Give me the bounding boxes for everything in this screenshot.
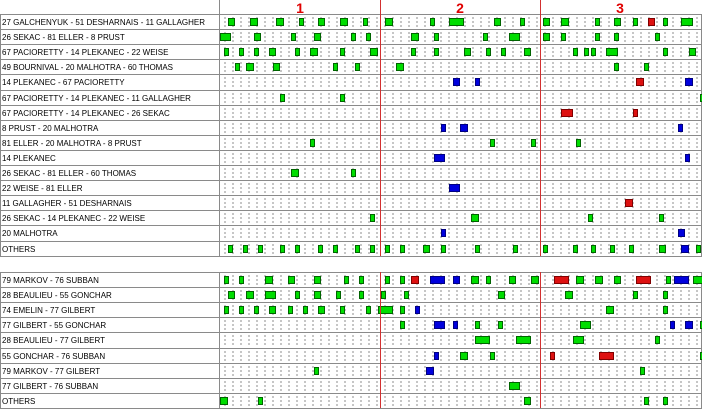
- power-play-shift: [678, 124, 683, 132]
- power-play-shift: [674, 276, 689, 284]
- even-strength-shift: [423, 245, 431, 253]
- forward-line-row-grid: [220, 76, 700, 88]
- even-strength-shift: [235, 63, 240, 71]
- even-strength-shift: [561, 33, 566, 41]
- even-strength-shift: [295, 48, 300, 56]
- even-strength-shift: [565, 291, 573, 299]
- power-play-shift: [678, 229, 686, 237]
- even-strength-shift: [250, 18, 258, 26]
- forward-line-row-divider: [0, 74, 702, 75]
- even-strength-shift: [224, 48, 229, 56]
- penalty-kill-shift: [550, 352, 555, 360]
- penalty-kill-shift: [411, 276, 419, 284]
- even-strength-shift: [595, 33, 600, 41]
- forward-line-row-grid: [220, 182, 700, 194]
- header-label-separator: [219, 0, 220, 15]
- even-strength-shift: [430, 18, 435, 26]
- forward-line-row-label: OTHERS: [2, 245, 36, 254]
- even-strength-shift: [276, 18, 284, 26]
- power-play-shift: [430, 276, 445, 284]
- even-strength-shift: [269, 48, 277, 56]
- power-play-shift: [453, 78, 461, 86]
- even-strength-shift: [584, 48, 589, 56]
- even-strength-shift: [310, 139, 315, 147]
- power-play-shift: [685, 321, 693, 329]
- period-2-divider: [540, 272, 541, 408]
- even-strength-shift: [588, 214, 593, 222]
- forward-line-row-divider: [0, 195, 702, 196]
- even-strength-shift: [663, 306, 668, 314]
- even-strength-shift: [689, 48, 697, 56]
- even-strength-shift: [531, 139, 536, 147]
- even-strength-shift: [400, 321, 405, 329]
- even-strength-shift: [614, 63, 619, 71]
- power-play-shift: [441, 229, 446, 237]
- even-strength-shift: [333, 63, 338, 71]
- even-strength-shift: [370, 245, 375, 253]
- even-strength-shift: [396, 63, 404, 71]
- even-strength-shift: [580, 321, 591, 329]
- even-strength-shift: [498, 291, 506, 299]
- forward-line-row-divider: [0, 120, 702, 121]
- even-strength-shift: [224, 276, 229, 284]
- even-strength-shift: [228, 245, 233, 253]
- even-strength-shift: [524, 397, 532, 405]
- even-strength-shift: [314, 367, 319, 375]
- even-strength-shift: [573, 245, 578, 253]
- even-strength-shift: [561, 18, 569, 26]
- even-strength-shift: [509, 382, 520, 390]
- even-strength-shift: [471, 276, 479, 284]
- even-strength-shift: [400, 276, 405, 284]
- period-3-header: 3: [616, 0, 624, 16]
- even-strength-shift: [663, 48, 668, 56]
- penalty-kill-shift: [561, 109, 572, 117]
- even-strength-shift: [228, 291, 236, 299]
- even-strength-shift: [258, 245, 263, 253]
- even-strength-shift: [614, 18, 622, 26]
- even-strength-shift: [363, 18, 368, 26]
- even-strength-shift: [280, 245, 285, 253]
- even-strength-shift: [681, 18, 692, 26]
- forward-line-row-grid: [220, 92, 700, 104]
- even-strength-shift: [318, 245, 323, 253]
- forward-line-row-label: 49 BOURNIVAL - 20 MALHOTRA - 60 THOMAS: [2, 63, 174, 72]
- even-strength-shift: [385, 18, 393, 26]
- even-strength-shift: [243, 245, 248, 253]
- even-strength-shift: [494, 18, 502, 26]
- even-strength-shift: [224, 306, 229, 314]
- even-strength-shift: [663, 397, 668, 405]
- even-strength-shift: [269, 306, 277, 314]
- even-strength-shift: [291, 33, 296, 41]
- even-strength-shift: [239, 48, 244, 56]
- power-play-shift: [685, 154, 690, 162]
- defense-pair-row-label: OTHERS: [2, 397, 36, 406]
- forward-line-row-divider: [0, 135, 702, 136]
- forward-line-row-divider: [0, 165, 702, 166]
- period-1-divider: [380, 14, 381, 256]
- even-strength-shift: [366, 306, 371, 314]
- forward-line-row-label: 26 SEKAC - 81 ELLER - 8 PRUST: [2, 33, 125, 42]
- period-1-header: 1: [296, 0, 304, 16]
- defense-pair-row-label: 28 BEAULIEU - 55 GONCHAR: [2, 291, 112, 300]
- power-play-shift: [685, 78, 693, 86]
- even-strength-shift: [295, 291, 300, 299]
- even-strength-shift: [239, 306, 244, 314]
- even-strength-shift: [273, 63, 281, 71]
- power-play-shift: [441, 124, 446, 132]
- even-strength-shift: [254, 306, 259, 314]
- power-play-shift: [460, 124, 468, 132]
- even-strength-shift: [666, 276, 671, 284]
- forward-line-row-label: 67 PACIORETTY - 14 PLEKANEC - 26 SEKAC: [2, 109, 170, 118]
- even-strength-shift: [486, 48, 491, 56]
- power-play-shift: [670, 321, 675, 329]
- forward-line-row-grid: [220, 227, 700, 239]
- period-1-header-divider: [380, 0, 381, 15]
- forward-line-row-divider: [0, 29, 702, 30]
- even-strength-shift: [314, 33, 322, 41]
- penalty-kill-shift: [636, 78, 644, 86]
- defense-pair-row-divider: [0, 302, 702, 303]
- even-strength-shift: [291, 169, 299, 177]
- forward-line-row-grid: [220, 137, 700, 149]
- forward-line-row-label: 26 SEKAC - 14 PLEKANEC - 22 WEISE: [2, 214, 146, 223]
- even-strength-shift: [475, 336, 490, 344]
- forward-line-row-divider: [0, 90, 702, 91]
- even-strength-shift: [591, 48, 596, 56]
- period-1-divider: [380, 272, 381, 408]
- even-strength-shift: [318, 306, 326, 314]
- power-play-shift: [475, 78, 480, 86]
- forward-line-row-grid: [220, 107, 700, 119]
- even-strength-shift: [486, 276, 491, 284]
- even-strength-shift: [359, 276, 364, 284]
- even-strength-shift: [404, 291, 409, 299]
- even-strength-shift: [610, 245, 615, 253]
- defense-pair-row-label: 79 MARKOV - 77 GILBERT: [2, 367, 101, 376]
- even-strength-shift: [254, 33, 262, 41]
- penalty-kill-shift: [625, 199, 633, 207]
- even-strength-shift: [351, 169, 356, 177]
- even-strength-shift: [370, 214, 375, 222]
- forward-line-row-grid: [220, 152, 700, 164]
- forward-line-row-label: 27 GALCHENYUK - 51 DESHARNAIS - 11 GALLAGHER: [2, 18, 206, 27]
- defense-pair-row-grid: [220, 334, 700, 346]
- even-strength-shift: [696, 245, 701, 253]
- even-strength-shift: [295, 245, 300, 253]
- power-play-shift: [453, 321, 458, 329]
- even-strength-shift: [464, 48, 472, 56]
- even-strength-shift: [220, 397, 228, 405]
- even-strength-shift: [314, 291, 322, 299]
- defense-pair-row-label: 74 EMELIN - 77 GILBERT: [2, 306, 96, 315]
- penalty-kill-shift: [633, 109, 638, 117]
- even-strength-shift: [411, 48, 416, 56]
- forward-line-row-label: 8 PRUST - 20 MALHOTRA: [2, 124, 99, 133]
- even-strength-shift: [344, 276, 349, 284]
- power-play-shift: [415, 306, 420, 314]
- defense-pair-row-divider: [0, 363, 702, 364]
- even-strength-shift: [513, 245, 518, 253]
- even-strength-shift: [509, 276, 517, 284]
- even-strength-shift: [381, 291, 386, 299]
- even-strength-shift: [265, 276, 273, 284]
- even-strength-shift: [336, 291, 341, 299]
- penalty-kill-shift: [636, 276, 651, 284]
- even-strength-shift: [314, 276, 322, 284]
- even-strength-shift: [490, 352, 495, 360]
- power-play-shift: [426, 367, 434, 375]
- forward-line-row-divider: [0, 210, 702, 211]
- even-strength-shift: [288, 306, 293, 314]
- defense-pair-row-grid: [220, 289, 700, 301]
- even-strength-shift: [471, 214, 479, 222]
- even-strength-shift: [340, 18, 348, 26]
- defense-pair-row-divider: [0, 287, 702, 288]
- even-strength-shift: [239, 276, 244, 284]
- even-strength-shift: [595, 18, 600, 26]
- even-strength-shift: [333, 245, 338, 253]
- even-strength-shift: [355, 63, 360, 71]
- even-strength-shift: [265, 291, 276, 299]
- penalty-kill-shift: [599, 352, 614, 360]
- even-strength-shift: [543, 245, 548, 253]
- even-strength-shift: [246, 291, 254, 299]
- forward-line-row-label: 14 PLEKANEC: [2, 154, 56, 163]
- even-strength-shift: [644, 63, 649, 71]
- even-strength-shift: [258, 397, 263, 405]
- defense-pair-row-grid: [220, 319, 700, 331]
- even-strength-shift: [644, 397, 649, 405]
- even-strength-shift: [434, 33, 439, 41]
- defense-pair-row-grid: [220, 395, 700, 407]
- even-strength-shift: [449, 18, 464, 26]
- forward-line-row-label: 22 WEISE - 81 ELLER: [2, 184, 83, 193]
- power-play-shift: [681, 245, 689, 253]
- even-strength-shift: [543, 18, 551, 26]
- defense-pair-row-divider: [0, 348, 702, 349]
- even-strength-shift: [303, 306, 308, 314]
- even-strength-shift: [659, 245, 667, 253]
- forward-line-row-divider: [0, 59, 702, 60]
- forward-line-row-grid: [220, 212, 700, 224]
- period-2-header: 2: [456, 0, 464, 16]
- even-strength-shift: [520, 18, 525, 26]
- even-strength-shift: [633, 18, 638, 26]
- even-strength-shift: [573, 336, 584, 344]
- even-strength-shift: [351, 33, 356, 41]
- power-play-shift: [434, 321, 445, 329]
- even-strength-shift: [310, 48, 318, 56]
- even-strength-shift: [693, 276, 702, 284]
- even-strength-shift: [355, 245, 360, 253]
- defense-pair-row-divider: [0, 317, 702, 318]
- defense-pair-row-label: 55 GONCHAR - 76 SUBBAN: [2, 352, 106, 361]
- even-strength-shift: [573, 48, 578, 56]
- even-strength-shift: [475, 321, 480, 329]
- penalty-kill-shift: [648, 18, 656, 26]
- forward-line-row-label: 26 SEKAC - 81 ELLER - 60 THOMAS: [2, 169, 137, 178]
- even-strength-shift: [340, 94, 345, 102]
- power-play-shift: [453, 276, 461, 284]
- even-strength-shift: [576, 276, 584, 284]
- even-strength-shift: [655, 336, 660, 344]
- even-strength-shift: [516, 336, 531, 344]
- defense-pair-row-divider: [0, 378, 702, 379]
- even-strength-shift: [543, 33, 551, 41]
- even-strength-shift: [434, 48, 439, 56]
- forward-line-row-divider: [0, 150, 702, 151]
- even-strength-shift: [629, 245, 634, 253]
- even-strength-shift: [385, 245, 390, 253]
- forward-line-row-divider: [0, 241, 702, 242]
- even-strength-shift: [614, 276, 622, 284]
- even-strength-shift: [460, 352, 468, 360]
- even-strength-shift: [318, 18, 326, 26]
- even-strength-shift: [483, 33, 488, 41]
- defense-pair-row-grid: [220, 380, 700, 392]
- even-strength-shift: [359, 291, 364, 299]
- even-strength-shift: [246, 63, 254, 71]
- even-strength-shift: [531, 276, 539, 284]
- forward-line-row-label: 20 MALHOTRA: [2, 229, 58, 238]
- even-strength-shift: [475, 245, 480, 253]
- even-strength-shift: [509, 33, 520, 41]
- power-play-shift: [434, 352, 439, 360]
- even-strength-shift: [385, 276, 390, 284]
- even-strength-shift: [591, 245, 596, 253]
- forward-line-row-divider: [0, 44, 702, 45]
- defense-pair-row-label: 79 MARKOV - 76 SUBBAN: [2, 276, 99, 285]
- even-strength-shift: [663, 291, 668, 299]
- forward-line-row-divider: [0, 105, 702, 106]
- even-strength-shift: [501, 48, 506, 56]
- even-strength-shift: [288, 276, 296, 284]
- period-2-header-divider: [540, 0, 541, 15]
- defense-pair-row-label: 28 BEAULIEU - 77 GILBERT: [2, 336, 106, 345]
- even-strength-shift: [366, 33, 371, 41]
- even-strength-shift: [633, 291, 638, 299]
- defense-pair-row-label: 77 GILBERT - 55 GONCHAR: [2, 321, 107, 330]
- penalty-kill-shift: [554, 276, 569, 284]
- even-strength-shift: [595, 276, 603, 284]
- defense-pair-row-divider: [0, 393, 702, 394]
- forward-line-row-label: 67 PACIORETTY - 14 PLEKANEC - 11 GALLAGHER: [2, 94, 191, 103]
- even-strength-shift: [220, 33, 231, 41]
- forward-line-row-label: 67 PACIORETTY - 14 PLEKANEC - 22 WEISE: [2, 48, 169, 57]
- even-strength-shift: [606, 306, 614, 314]
- forward-line-row-divider: [0, 225, 702, 226]
- even-strength-shift: [640, 367, 645, 375]
- even-strength-shift: [524, 48, 532, 56]
- even-strength-shift: [280, 94, 285, 102]
- even-strength-shift: [299, 18, 304, 26]
- even-strength-shift: [606, 48, 617, 56]
- even-strength-shift: [228, 18, 236, 26]
- forward-line-row-label: 11 GALLAGHER - 51 DESHARNAIS: [2, 199, 132, 208]
- even-strength-shift: [340, 306, 345, 314]
- forward-line-row-grid: [220, 46, 700, 58]
- forward-line-row-label: 81 ELLER - 20 MALHOTRA - 8 PRUST: [2, 139, 142, 148]
- forward-line-row-grid: [220, 61, 700, 73]
- forward-line-row-label: 14 PLEKANEC - 67 PACIORETTY: [2, 78, 125, 87]
- defense-pair-row-divider: [0, 332, 702, 333]
- period-2-divider: [540, 14, 541, 256]
- power-play-shift: [449, 184, 460, 192]
- even-strength-shift: [498, 321, 503, 329]
- forward-line-row-divider: [0, 180, 702, 181]
- even-strength-shift: [441, 245, 446, 253]
- power-play-shift: [434, 154, 445, 162]
- even-strength-shift: [411, 33, 419, 41]
- even-strength-shift: [614, 33, 619, 41]
- defense-pair-row-grid: [220, 365, 700, 377]
- even-strength-shift: [490, 139, 495, 147]
- even-strength-shift: [655, 33, 660, 41]
- even-strength-shift: [400, 306, 405, 314]
- even-strength-shift: [659, 214, 664, 222]
- even-strength-shift: [254, 48, 259, 56]
- even-strength-shift: [576, 139, 581, 147]
- even-strength-shift: [663, 18, 668, 26]
- even-strength-shift: [340, 48, 345, 56]
- even-strength-shift: [370, 48, 378, 56]
- defense-pair-row-label: 77 GILBERT - 76 SUBBAN: [2, 382, 99, 391]
- even-strength-shift: [400, 245, 405, 253]
